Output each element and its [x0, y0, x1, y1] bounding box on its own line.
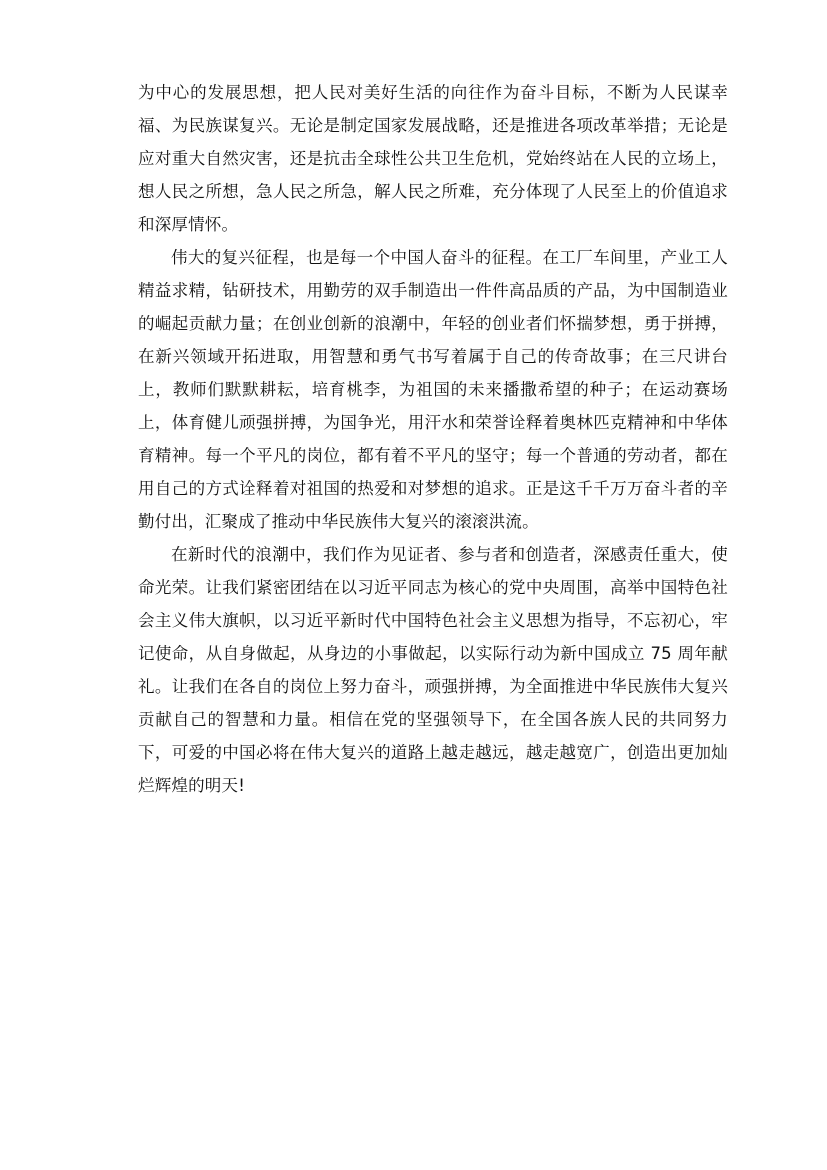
document-body	[138, 76, 728, 802]
paragraph-new-era: 在新时代的浪潮中，我们作为见证者、参与者和创造者，深感责任重大，使命光荣。让我们紧密团结在以习近平同志为核心的党中央周围，高举中国特色社会主义伟大旗帜，以习近平新时代中国特色社会主义思想为指导，不忘初心，牢记使命，从自身做起，从身边的小事做起，以实际行动为新中国成立 75 周年献礼。让我们在各自的岗位上努力奋斗，顽强拼搏，为全面推进中华民族伟大复兴贡献自己的智慧和力量。相信在党的坚强领导下，在全国各族人民的共同努力下，可爱的中国必将在伟大复兴的道路上越走越远，越走越宽广，创造出更加灿烂辉煌的明天!	[138, 545, 728, 795]
paragraph-striving-journey: 伟大的复兴征程，也是每一个中国人奋斗的征程。在工厂车间里，产业工人精益求精，钻研技术，用勤劳的双手制造出一件件高品质的产品，为中国制造业的崛起贡献力量；在创业创新的浪潮中，年轻的创业者们怀揣梦想，勇于拼搏，在新兴领域开拓进取，用智慧和勇气书写着属于自己的传奇故事；在三尺讲台上，教师们默默耕耘，培育桃李，为祖国的未来播撒希望的种子；在运动赛场上，体育健儿顽强拼搏，为国争光，用汗水和荣誉诠释着奥林匹克精神和中华体育精神。每一个平凡的岗位，都有着不平凡的坚守；每一个普通的劳动者，都在用自己的方式诠释着对祖国的热爱和对梦想的追求。正是这千千万万奋斗者的辛勤付出，汇聚成了推动中华民族伟大复兴的滚滚洪流。	[138, 248, 728, 531]
paragraph-continuation: 为中心的发展思想，把人民对美好生活的向往作为奋斗目标，不断为人民谋幸福、为民族谋复兴。无论是制定国家发展战略，还是推进各项改革举措；无论是应对重大自然灾害，还是抗击全球性公共卫生危机，党始终站在人民的立场上，想人民之所想，急人民之所急，解人民之所难，充分体现了人民至上的价值追求和深厚情怀。	[138, 83, 728, 234]
